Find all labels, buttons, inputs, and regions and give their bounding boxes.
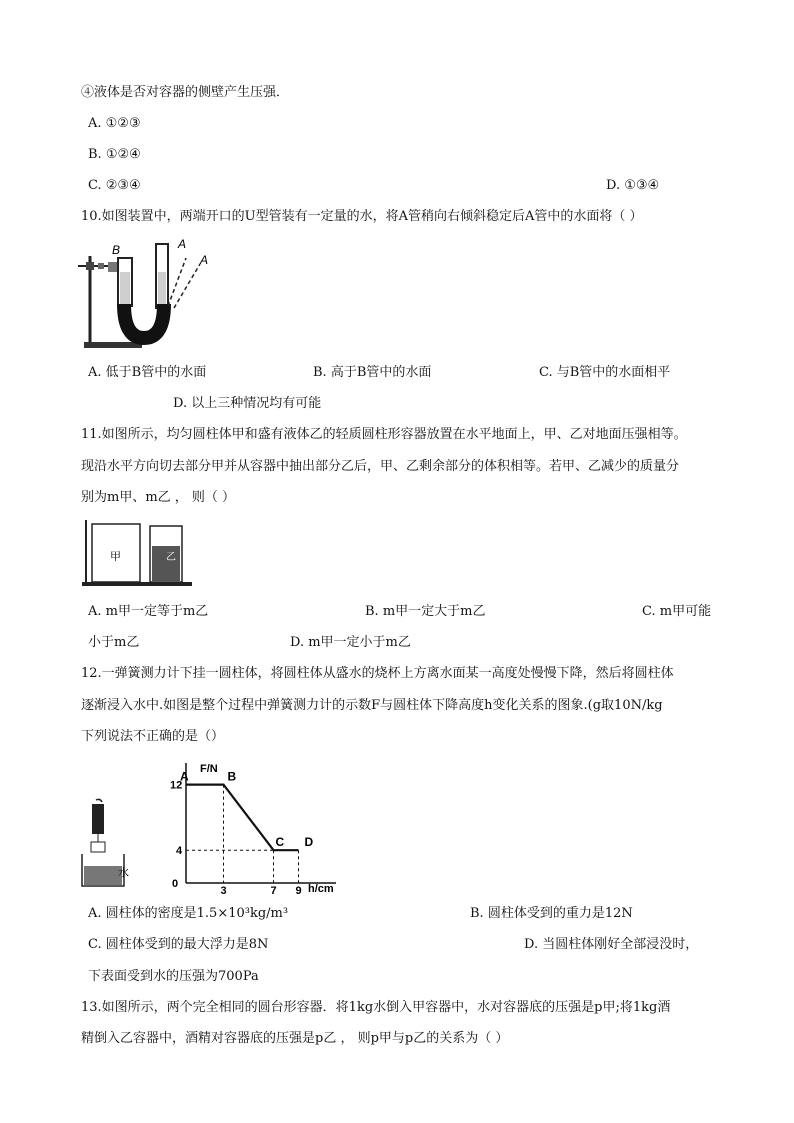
point-label-b: B — [227, 769, 237, 784]
q10-option-b: B. 高于B管中的水面 — [313, 365, 432, 380]
q12-stem-line1: 12.一弹簧测力计下挂一圆柱体，将圆柱体从盛水的烧杯上方离水面某一高度处慢慢下降，然后将圆柱体 — [81, 666, 674, 681]
x-tick-7: 7 — [270, 885, 277, 895]
label-a1: A — [178, 237, 187, 251]
q9-option-d: D. ①③④ — [606, 178, 660, 193]
q11-stem-line2: 现沿水平方向切去部分甲并从容器中抽出部分乙后，甲、乙剩余部分的体积相等。若甲、乙减少的质量分 — [81, 459, 680, 474]
label-jia: 甲 — [110, 551, 121, 563]
q12-stem-line2: 逐渐浸入水中.如图是整个过程中弹簧测力计的示数F与圆柱体下降高度h变化关系的图象.(g取10N/kg — [81, 698, 663, 713]
q13-stem-line1: 13.如图所示，两个完全相同的圆台形容器．将1kg水倒入甲容器中，水对容器底的压强是p甲;将1kg酒 — [81, 1000, 671, 1015]
q11-option-d: D. m甲一定小于m乙 — [290, 635, 411, 650]
label-a2: A — [200, 253, 209, 267]
q10-stem: 10.如图装置中，两端开口的U型管装有一定量的水，将A管稍向右倾斜稳定后A管中的水面将（ ） — [81, 209, 643, 224]
q12-stem-line3: 下列说法不正确的是（） — [81, 729, 225, 744]
q9-option-c: C. ②③④ — [88, 178, 141, 193]
x-tick-0: 0 — [172, 878, 179, 890]
x-axis-label: h/cm — [308, 883, 334, 895]
q13-stem-line2: 精倒入乙容器中，酒精对容器底的压强是p乙 ， 则p甲与p乙的关系为（ ） — [81, 1031, 509, 1046]
q10-option-a: A. 低于B管中的水面 — [88, 365, 207, 380]
q12-option-d-cont: 下表面受到水的压强为700Pa — [88, 969, 259, 984]
q9-option-a: A. ①②③ — [88, 116, 141, 131]
spring-scale-figure — [78, 798, 134, 890]
q9-option-b: B. ①②④ — [88, 147, 141, 162]
q11-option-c-cont: 小于m乙 — [88, 635, 140, 650]
q11-option-c: C. m甲可能 — [642, 604, 712, 619]
q9-item4: ④液体是否对容器的侧壁产生压强． — [81, 85, 290, 100]
y-tick-12: 12 — [170, 779, 183, 792]
x-tick-9: 9 — [295, 885, 302, 895]
q11-stem-line3: 别为m甲、m乙 ， 则（ ） — [81, 490, 236, 505]
q11-option-b: B. m甲一定大于m乙 — [365, 604, 486, 619]
q11-option-a: A. m甲一定等于m乙 — [88, 604, 209, 619]
q10-option-d: D. 以上三种情况均有可能 — [173, 396, 322, 411]
y-axis-label: F/N — [200, 763, 218, 775]
label-yi: 乙 — [166, 552, 176, 563]
point-label-d: D — [304, 835, 314, 850]
q12-option-b: B. 圆柱体受到的重力是12N — [470, 906, 633, 921]
q12-option-d: D. 当圆柱体刚好全部浸没时， — [524, 937, 699, 952]
q10-option-c: C. 与B管中的水面相平 — [539, 365, 671, 380]
y-tick-4: 4 — [176, 845, 183, 858]
q12-option-a: A. 圆柱体的密度是1.5×10³kg/m³ — [88, 906, 289, 921]
cylinder-container-figure — [82, 520, 194, 590]
u-tube-figure — [78, 236, 218, 352]
label-water: 水 — [118, 867, 129, 879]
point-label-a: A — [180, 769, 189, 784]
q11-stem-line1: 11.如图所示，均匀圆柱体甲和盛有液体乙的轻质圆柱形容器放置在水平地面上，甲、乙对地面压强相等。 — [81, 427, 687, 442]
label-b: B — [112, 243, 121, 257]
point-label-c: C — [275, 835, 285, 850]
x-tick-3: 3 — [220, 885, 227, 895]
force-height-chart — [160, 755, 340, 895]
q12-option-c: C. 圆柱体受到的最大浮力是8N — [88, 937, 269, 952]
